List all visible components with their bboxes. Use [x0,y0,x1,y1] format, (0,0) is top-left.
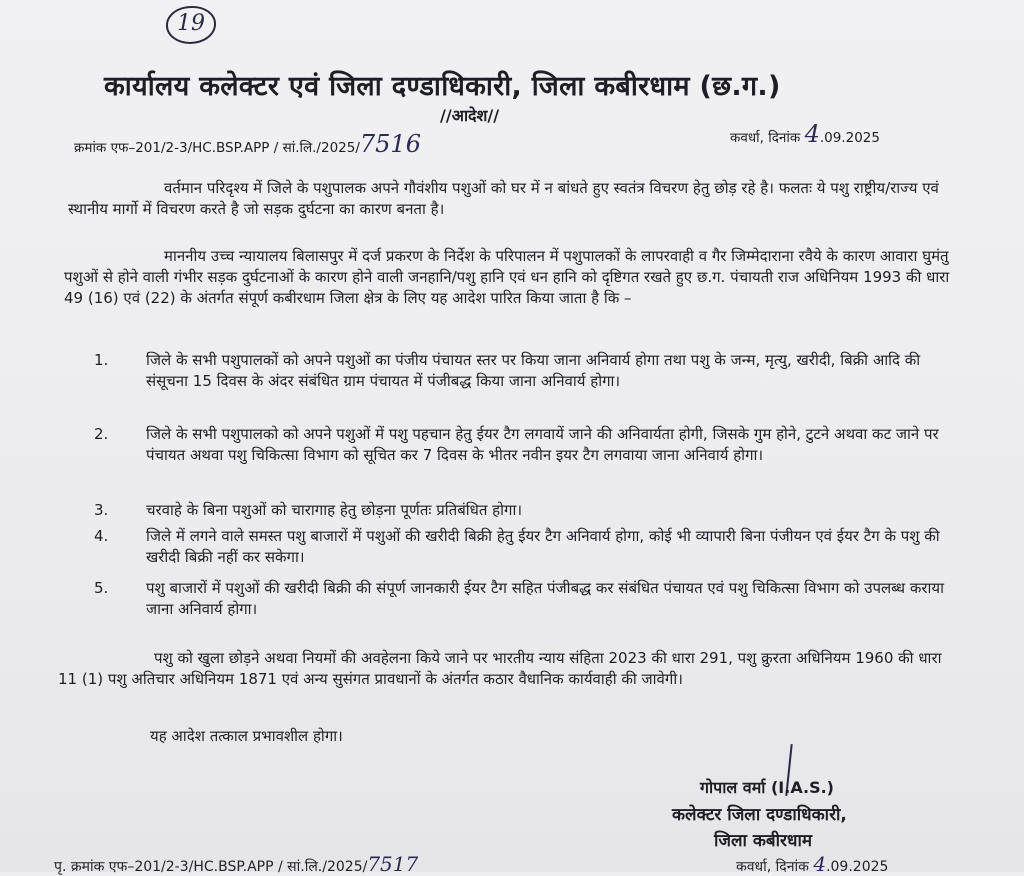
footer-number-prefix: पृ. क्रमांक एफ–201/2-3/HC.BSP.APP / सां.लि./2025/ [54,859,368,875]
reference-number [74,130,421,158]
footer-reference-number [54,852,418,876]
footer-reference-date [736,852,888,876]
footer-date-suffix: .09.2025 [826,859,889,875]
footer-date-prefix: कवर्धा, दिनांक [736,859,809,875]
list-item-number: 2. [94,425,109,443]
office-title: कार्यालय कलेक्टर एवं जिला दण्डाधिकारी, जिला कबीरधाम (छ.ग.) [104,71,781,102]
signatory-name: गोपाल वर्मा (I.A.S.) [700,778,834,797]
order-heading: //आदेश// [440,106,500,125]
list-item-text: जिले के सभी पशुपालको को अपने पशुओं में पशु पहचान हेतु ईयर टैग लगवायें जाने की अनिवार्यता होगी, जिसके गुम होने, टुटने अथवा कट जाने पर पंचायत अथवा पशु चिकित्सा विभाग को सूचित कर 7 दिवस के भीतर नवीन इयर टैग लगवाया जाना अनिवार्य होगा। [146,425,939,464]
list-item-number: 1. [94,351,109,369]
signatory-district: जिला कबीरधाम [714,831,813,851]
reference-number-prefix: क्रमांक एफ–201/2-3/HC.BSP.APP / सां.लि./2025/ [74,140,360,156]
reference-date-prefix: कवर्धा, दिनांक [730,130,801,146]
paragraph-4: यह आदेश तत्काल प्रभावशील होगा। [150,727,343,745]
reference-date-suffix: .09.2025 [819,130,880,146]
footer-number-handwritten: 7517 [367,852,419,876]
reference-date-handwritten: 4 [804,120,820,148]
reference-number-handwritten: 7516 [359,130,421,158]
footer-date-handwritten: 4 [813,852,827,876]
handwritten-page-number: 19 [166,6,216,44]
paragraph-1: वर्तमान परिदृश्य में जिले के पशुपालक अपने गौवंशीय पशुओं को घर में न बांधते हुए स्वतंत्र विचरण हेतु छोड़ रहे है। फलतः ये पशु राष्ट्रीय/राज्य एवं स्थानीय मार्गो में विचरण करते है जो सड़क दुर्घटना का कारण बनता है। [68,179,939,218]
signatory-designation: कलेक्टर जिला दण्डाधिकारी, [672,805,847,825]
list-item-text: चरवाहे के बिना पशुओं को चारागाह हेतु छोड़ना पूर्णतः प्रतिबंधित होगा। [146,501,523,519]
list-item-number: 3. [94,501,109,519]
list-item-text: पशु बाजारों में पशुओं की खरीदी बिक्री की संपूर्ण जानकारी ईयर टैग सहित पंजीबद्ध कर संबंधित पंचायत एवं पशु चिकित्सा विभाग को उपलब्ध कराया जाना अनिवार्य होगा। [146,579,944,618]
paragraph-3: पशु को खुला छोड़ने अथवा नियमों की अवहेलना किये जाने पर भारतीय न्याय संहिता 2023 की धारा 291, पशु क्रुरता अधिनियम 1960 की धारा 11 (1) पशु अतिचार अधिनियम 1871 एवं अन्य सुसंगत प्रावधानों के अंतर्गत कठार वैधानिक कार्यवाही की जावेगी। [58,649,942,688]
reference-date [730,120,880,148]
paragraph-2: माननीय उच्च न्यायालय बिलासपुर में दर्ज प्रकरण के निर्देश के परिपालन में पशुपालकों के लापरवाही व गैर जिम्मेदाराना रवैये के कारण आवारा घुमंतु पशुओं से होने वाली गंभीर सड़क दुर्घटनाओं के कारण होने वाली जनहानि/पशु हानि एवं धन हानि को दृष्टिगत रखते हुए छ.ग. पंचायती राज अधिनियम 1993 की धारा 49 (16) एवं (22) के अंतर्गत संपूर्ण कबीरधाम जिला क्षेत्र के लिए यह आदेश पारित किया जाता है कि – [64,247,950,307]
list-item-text: जिले में लगने वाले समस्त पशु बाजारों में पशुओं की खरीदी बिक्री हेतु ईयर टैग अनिवार्य होगा, कोई भी व्यापारी बिना पंजीयन एवं ईयर टैग के पशु की खरीदी बिक्री नहीं कर सकेगा। [146,527,940,566]
list-item-number: 4. [94,527,109,545]
list-item-number: 5. [94,579,109,597]
list-item-text: जिले के सभी पशुपालकों को अपने पशुओं का पंजीय पंचायत स्तर पर किया जाना अनिवार्य होगा तथा पशु के जन्म, मृत्यु, खरीदी, बिक्री आदि की संसूचना 15 दिवस के अंदर संबंधित ग्राम पंचायत में पंजीबद्ध किया जाना अनिवार्य होगा। [146,351,921,390]
